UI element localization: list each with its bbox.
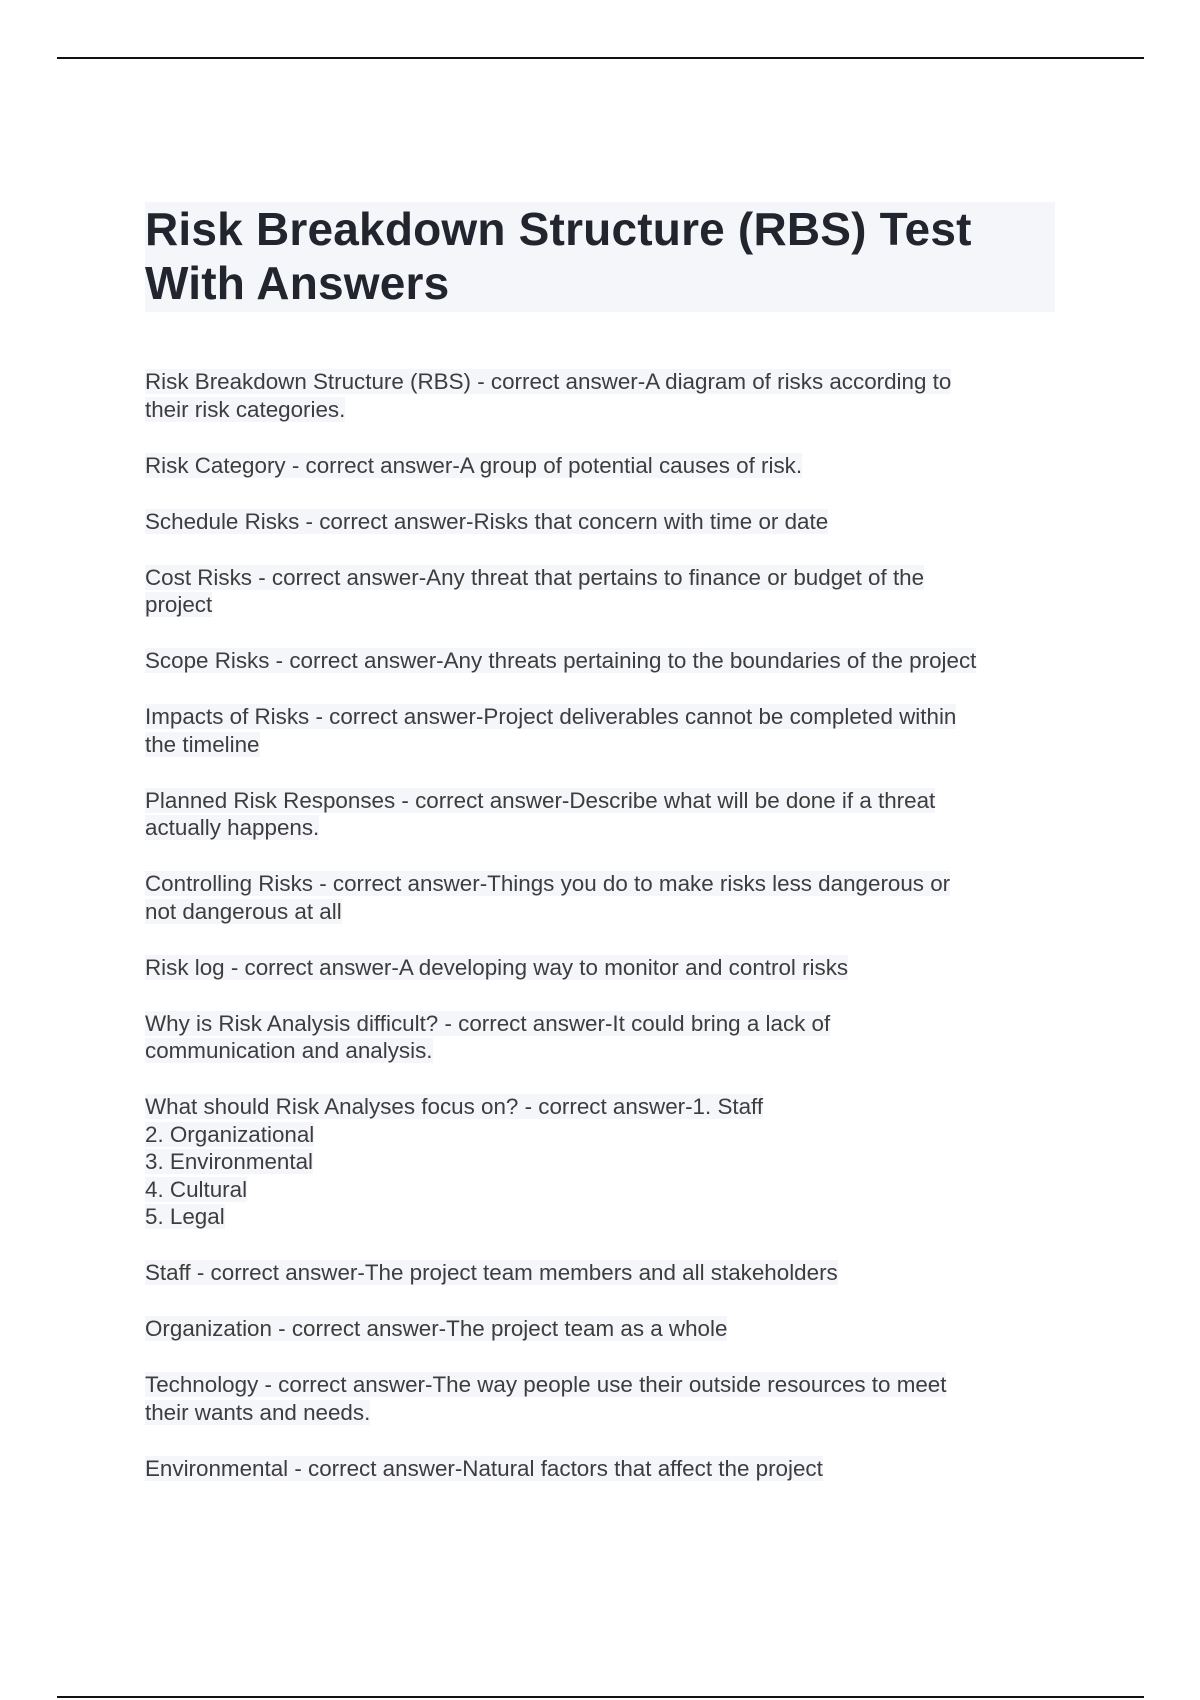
footer-rule [57, 1696, 1144, 1698]
qa-item [145, 508, 1065, 536]
qa-item [145, 564, 1065, 619]
qa-text: Technology - correct answer-The way people use their outside resources to meet their wants and needs. [145, 1372, 947, 1425]
qa-item [145, 703, 1065, 758]
qa-text: Risk Breakdown Structure (RBS) - correct answer-A diagram of risks according to their risk categories. [145, 369, 952, 422]
qa-item [145, 870, 1065, 925]
qa-text: Risk log - correct answer-A developing way to monitor and control risks [145, 954, 849, 980]
qa-text: What should Risk Analyses focus on? - correct answer-1. Staff 2. Organizational 3. Environmental 4. Cultural 5. Legal [145, 1094, 764, 1229]
qa-text: Controlling Risks - correct answer-Things you do to make risks less dangerous or not dangerous at all [145, 871, 951, 924]
qa-item [145, 1455, 1065, 1483]
qa-text: Why is Risk Analysis difficult? - correct answer-It could bring a lack of communication and analysis. [145, 1010, 831, 1063]
qa-item [145, 368, 1065, 423]
page-title: Risk Breakdown Structure (RBS) Test With Answers [145, 203, 972, 309]
qa-text: Scope Risks - correct answer-Any threats pertaining to the boundaries of the project [145, 648, 977, 673]
qa-text: Environmental - correct answer-Natural factors that affect the project [145, 1455, 823, 1481]
header-rule [57, 57, 1144, 59]
qa-item [145, 647, 1065, 675]
qa-list [145, 368, 1065, 1511]
qa-text: Schedule Risks - correct answer-Risks that concern with time or date [145, 508, 829, 534]
qa-text: Organization - correct answer-The project team as a whole [145, 1316, 728, 1341]
qa-item [145, 1010, 1065, 1065]
qa-text: Impacts of Risks - correct answer-Project deliverables cannot be completed within the timeline [145, 704, 957, 757]
qa-item [145, 1093, 1065, 1231]
title-block [145, 202, 1055, 312]
qa-item [145, 452, 1065, 480]
qa-item [145, 1259, 1065, 1287]
qa-text: Risk Category - correct answer-A group of potential causes of risk. [145, 452, 803, 478]
qa-item [145, 954, 1065, 982]
qa-text: Planned Risk Responses - correct answer-Describe what will be done if a threat actually happens. [145, 787, 936, 840]
qa-text: Cost Risks - correct answer-Any threat that pertains to finance or budget of the project [145, 564, 925, 617]
qa-item [145, 1315, 1065, 1343]
qa-text: Staff - correct answer-The project team members and all stakeholders [145, 1260, 838, 1285]
qa-item [145, 1371, 1065, 1426]
qa-item [145, 787, 1065, 842]
